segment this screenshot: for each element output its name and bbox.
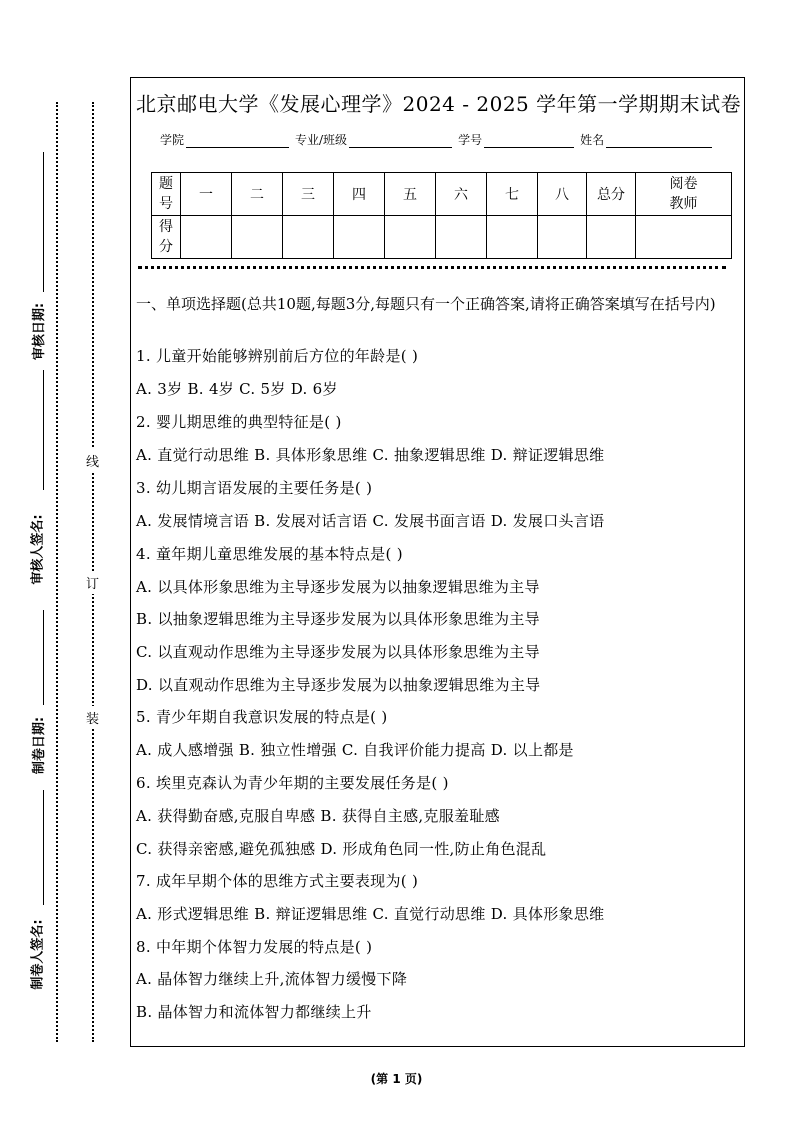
binding-dotted-line-outer [56, 102, 58, 1042]
col-7: 七 [487, 173, 538, 216]
question-1-options: A. 3岁 B. 4岁 C. 5岁 D. 6岁 [136, 380, 338, 398]
col-5: 五 [385, 173, 436, 216]
col-6: 六 [436, 173, 487, 216]
score-cell-3[interactable] [283, 216, 334, 259]
col-4: 四 [334, 173, 385, 216]
binding-mark-fold: 装 [86, 706, 99, 729]
score-header-text: 得分 [159, 219, 173, 255]
question-4-option-d: D. 以直观动作思维为主导逐步发展为以抽象逻辑思维为主导 [136, 676, 541, 694]
score-cell-grader[interactable] [636, 216, 732, 259]
score-cell-2[interactable] [232, 216, 283, 259]
score-cell-8[interactable] [538, 216, 587, 259]
question-4-option-b: B. 以抽象逻辑思维为主导逐步发展为以具体形象思维为主导 [136, 610, 540, 628]
question-number-header [152, 173, 181, 216]
question-5: 5. 青少年期自我意识发展的特点是( ) [136, 708, 388, 726]
score-cell-7[interactable] [487, 216, 538, 259]
major-class-field[interactable] [349, 133, 452, 148]
question-3-options: A. 发展情境言语 B. 发展对话言语 C. 发展书面言语 D. 发展口头言语 [136, 512, 605, 530]
name-label: 姓名 [580, 133, 605, 147]
college-field[interactable] [186, 133, 289, 148]
question-5-options: A. 成人感增强 B. 独立性增强 C. 自我评价能力提高 D. 以上都是 [136, 741, 574, 759]
reviewer-date-line [43, 152, 44, 292]
col-8: 八 [538, 173, 587, 216]
score-cell-6[interactable] [436, 216, 487, 259]
question-8-option-a: A. 晶体智力继续上升,流体智力缓慢下降 [136, 970, 408, 988]
score-table [151, 172, 732, 259]
question-8-option-b: B. 晶体智力和流体智力都继续上升 [136, 1003, 372, 1021]
question-4-option-a: A. 以具体形象思维为主导逐步发展为以抽象逻辑思维为主导 [136, 578, 540, 596]
score-cell-5[interactable] [385, 216, 436, 259]
col-1: 一 [181, 173, 232, 216]
section1-instructions: 一、单项选择题(总共10题,每题3分,每题只有一个正确答案,请将正确答案填写在括号内) [136, 295, 716, 313]
col-grader [636, 173, 732, 216]
name-field[interactable] [606, 133, 712, 148]
question-1: 1. 儿童开始能够辨别前后方位的年龄是( ) [136, 347, 419, 365]
question-7-options: A. 形式逻辑思维 B. 辩证逻辑思维 C. 直觉行动思维 D. 具体形象思维 [136, 905, 605, 923]
question-6-options-ab: A. 获得勤奋感,克服自卑感 B. 获得自主感,克服羞耻感 [136, 807, 500, 825]
question-7: 7. 成年早期个体的思维方式主要表现为( ) [136, 872, 419, 890]
student-info-row [160, 131, 718, 148]
grader-text: 阅卷教师 [669, 176, 698, 212]
question-4-option-c: C. 以直观动作思维为主导逐步发展为以具体形象思维为主导 [136, 643, 540, 661]
question-4: 4. 童年期儿童思维发展的基本特点是( ) [136, 545, 403, 563]
reviewer-date-label: 审核日期: [32, 302, 48, 361]
student-id-field[interactable] [484, 133, 574, 148]
score-cell-1[interactable] [181, 216, 232, 259]
maker-date-label: 制卷日期: [32, 716, 48, 775]
binding-mark-order: 订 [86, 571, 99, 594]
major-class-label: 专业/班级 [295, 133, 348, 147]
question-8: 8. 中年期个体智力发展的特点是( ) [136, 938, 373, 956]
col-total: 总分 [587, 173, 636, 216]
reviewer-sign-line [43, 370, 44, 490]
score-table-header-row [152, 173, 732, 216]
page-number: (第 1 页) [370, 1072, 423, 1086]
score-cell-4[interactable] [334, 216, 385, 259]
question-6-options-cd: C. 获得亲密感,避免孤独感 D. 形成角色同一性,防止角色混乱 [136, 840, 547, 858]
question-2: 2. 婴儿期思维的典型特征是( ) [136, 413, 342, 431]
question-2-options: A. 直觉行动思维 B. 具体形象思维 C. 抽象逻辑思维 D. 辩证逻辑思维 [136, 446, 605, 464]
question-3: 3. 幼儿期言语发展的主要任务是( ) [136, 479, 373, 497]
section-separator [138, 266, 726, 269]
maker-sign-label: 制卷人签名: [30, 919, 46, 990]
student-id-label: 学号 [458, 133, 483, 147]
score-header [152, 216, 181, 259]
maker-date-line [43, 610, 44, 705]
question-number-text: 题号 [159, 176, 173, 212]
col-2: 二 [232, 173, 283, 216]
col-3: 三 [283, 173, 334, 216]
binding-mark-line: 线 [86, 449, 99, 472]
question-6: 6. 埃里克森认为青少年期的主要发展任务是( ) [136, 774, 449, 792]
exam-title: 北京邮电大学《发展心理学》2024 - 2025 学年第一学期期末试卷 [136, 92, 742, 116]
reviewer-sign-label: 审核人签名: [30, 514, 46, 585]
maker-sign-line [43, 790, 44, 905]
score-table-score-row [152, 216, 732, 259]
score-cell-total[interactable] [587, 216, 636, 259]
college-label: 学院 [160, 133, 185, 147]
